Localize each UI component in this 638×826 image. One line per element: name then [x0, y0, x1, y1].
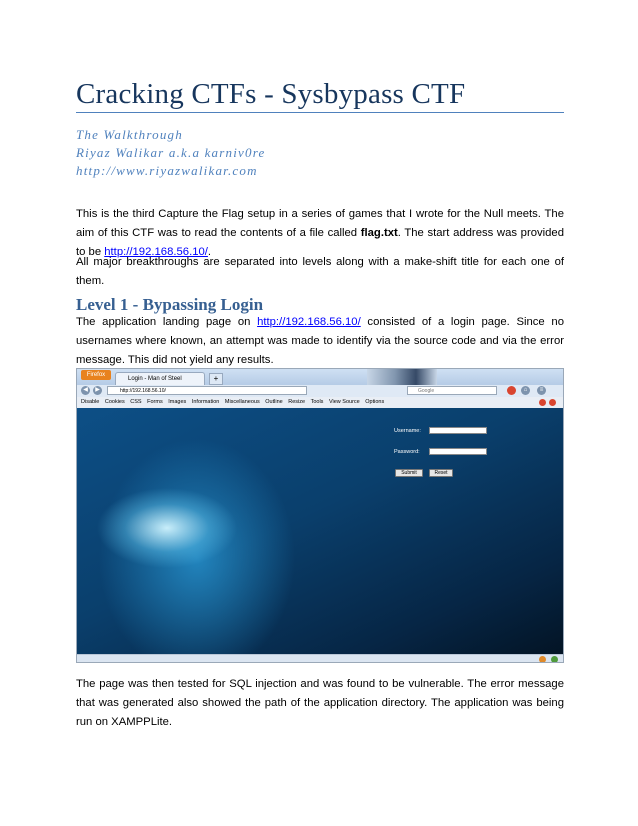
addon-status-icon[interactable] — [551, 656, 558, 663]
levels-note-paragraph: All major breakthroughs are separated into levels along with a make-shift title for each one of them. — [76, 256, 564, 287]
title-divider — [76, 112, 564, 113]
username-input[interactable] — [429, 427, 487, 434]
new-tab-button[interactable]: + — [209, 373, 223, 385]
browser-tab-bar — [77, 369, 563, 385]
toolbar-cookies[interactable]: Cookies — [104, 399, 125, 405]
error-icon[interactable] — [539, 399, 546, 406]
gear-icon[interactable] — [539, 656, 546, 663]
toolbar-information[interactable]: Information — [191, 399, 220, 405]
intro-paragraph: This is the third Capture the Flag setup in a series of games that I wrote for the Null meets. The aim of this CTF was to read the contents of a file called flag.txt. The start address was provided to be http://192.168.56.10/. — [76, 208, 564, 258]
flag-filename: flag.txt — [360, 227, 398, 239]
sql-injection-paragraph: The page was then tested for SQL injection and was found to be vulnerable. The error message that was generated also showed the path of the application directory. The application was being run on XAMPPLite. — [76, 678, 564, 728]
browser-nav-bar — [77, 385, 563, 397]
subtitle-website: http://www.riyazwalikar.com — [76, 163, 258, 178]
username-label: Username: — [394, 428, 421, 434]
password-label: Password: — [394, 449, 420, 455]
login-page-screenshot — [76, 368, 564, 663]
start-address-link[interactable]: http://192.168.56.10/ — [104, 246, 208, 258]
password-input[interactable] — [429, 448, 487, 455]
url-bar[interactable]: http://192.168.56.10/ — [107, 386, 307, 395]
toolbar-forms[interactable]: Forms — [147, 399, 163, 405]
home-icon[interactable]: ⌂ — [521, 386, 530, 395]
landing-page-link[interactable]: http://192.168.56.10/ — [257, 316, 361, 328]
subtitle-author: Riyaz Walikar a.k.a karniv0re — [76, 145, 266, 160]
toolbar-images[interactable]: Images — [168, 399, 187, 405]
back-arrow-icon[interactable]: ◀ — [81, 386, 90, 395]
toolbar-tools[interactable]: Tools — [310, 399, 324, 405]
reset-button[interactable]: Reset — [429, 469, 453, 477]
level1-paragraph: The application landing page on http://192.168.56.10/ consisted of a login page. Since no usernames where known, an attempt was made to identify via the source code and via the error message. This did not yield any results. — [76, 316, 564, 366]
addon-icon[interactable] — [507, 386, 516, 395]
toolbar-css[interactable]: CSS — [130, 399, 142, 405]
browser-status-bar — [77, 654, 563, 663]
forward-arrow-icon[interactable]: ▶ — [93, 386, 102, 395]
document-title: Cracking CTFs - Sysbypass CTF — [76, 78, 466, 110]
toolbar-options[interactable]: Options — [365, 399, 385, 405]
browser-tab-login[interactable]: Login - Man of Steel — [115, 372, 205, 385]
subtitle-walkthrough: The Walkthrough — [76, 127, 183, 142]
login-page-background — [77, 408, 563, 654]
firefox-menu-button[interactable]: Firefox — [81, 370, 111, 380]
toolbar-resize[interactable]: Resize — [288, 399, 306, 405]
toolbar-view-source[interactable]: View Source — [328, 399, 360, 405]
close-icon[interactable] — [549, 399, 556, 406]
toolbar-disable[interactable]: Disable — [81, 399, 100, 405]
toolbar-outline[interactable]: Outline — [265, 399, 283, 405]
level1-heading: Level 1 - Bypassing Login — [76, 295, 264, 314]
search-box[interactable]: Google — [407, 386, 497, 395]
toolbar-miscellaneous[interactable]: Miscellaneous — [224, 399, 260, 405]
submit-button[interactable]: Submit — [395, 469, 423, 477]
menu-icon[interactable]: ≡ — [537, 386, 546, 395]
